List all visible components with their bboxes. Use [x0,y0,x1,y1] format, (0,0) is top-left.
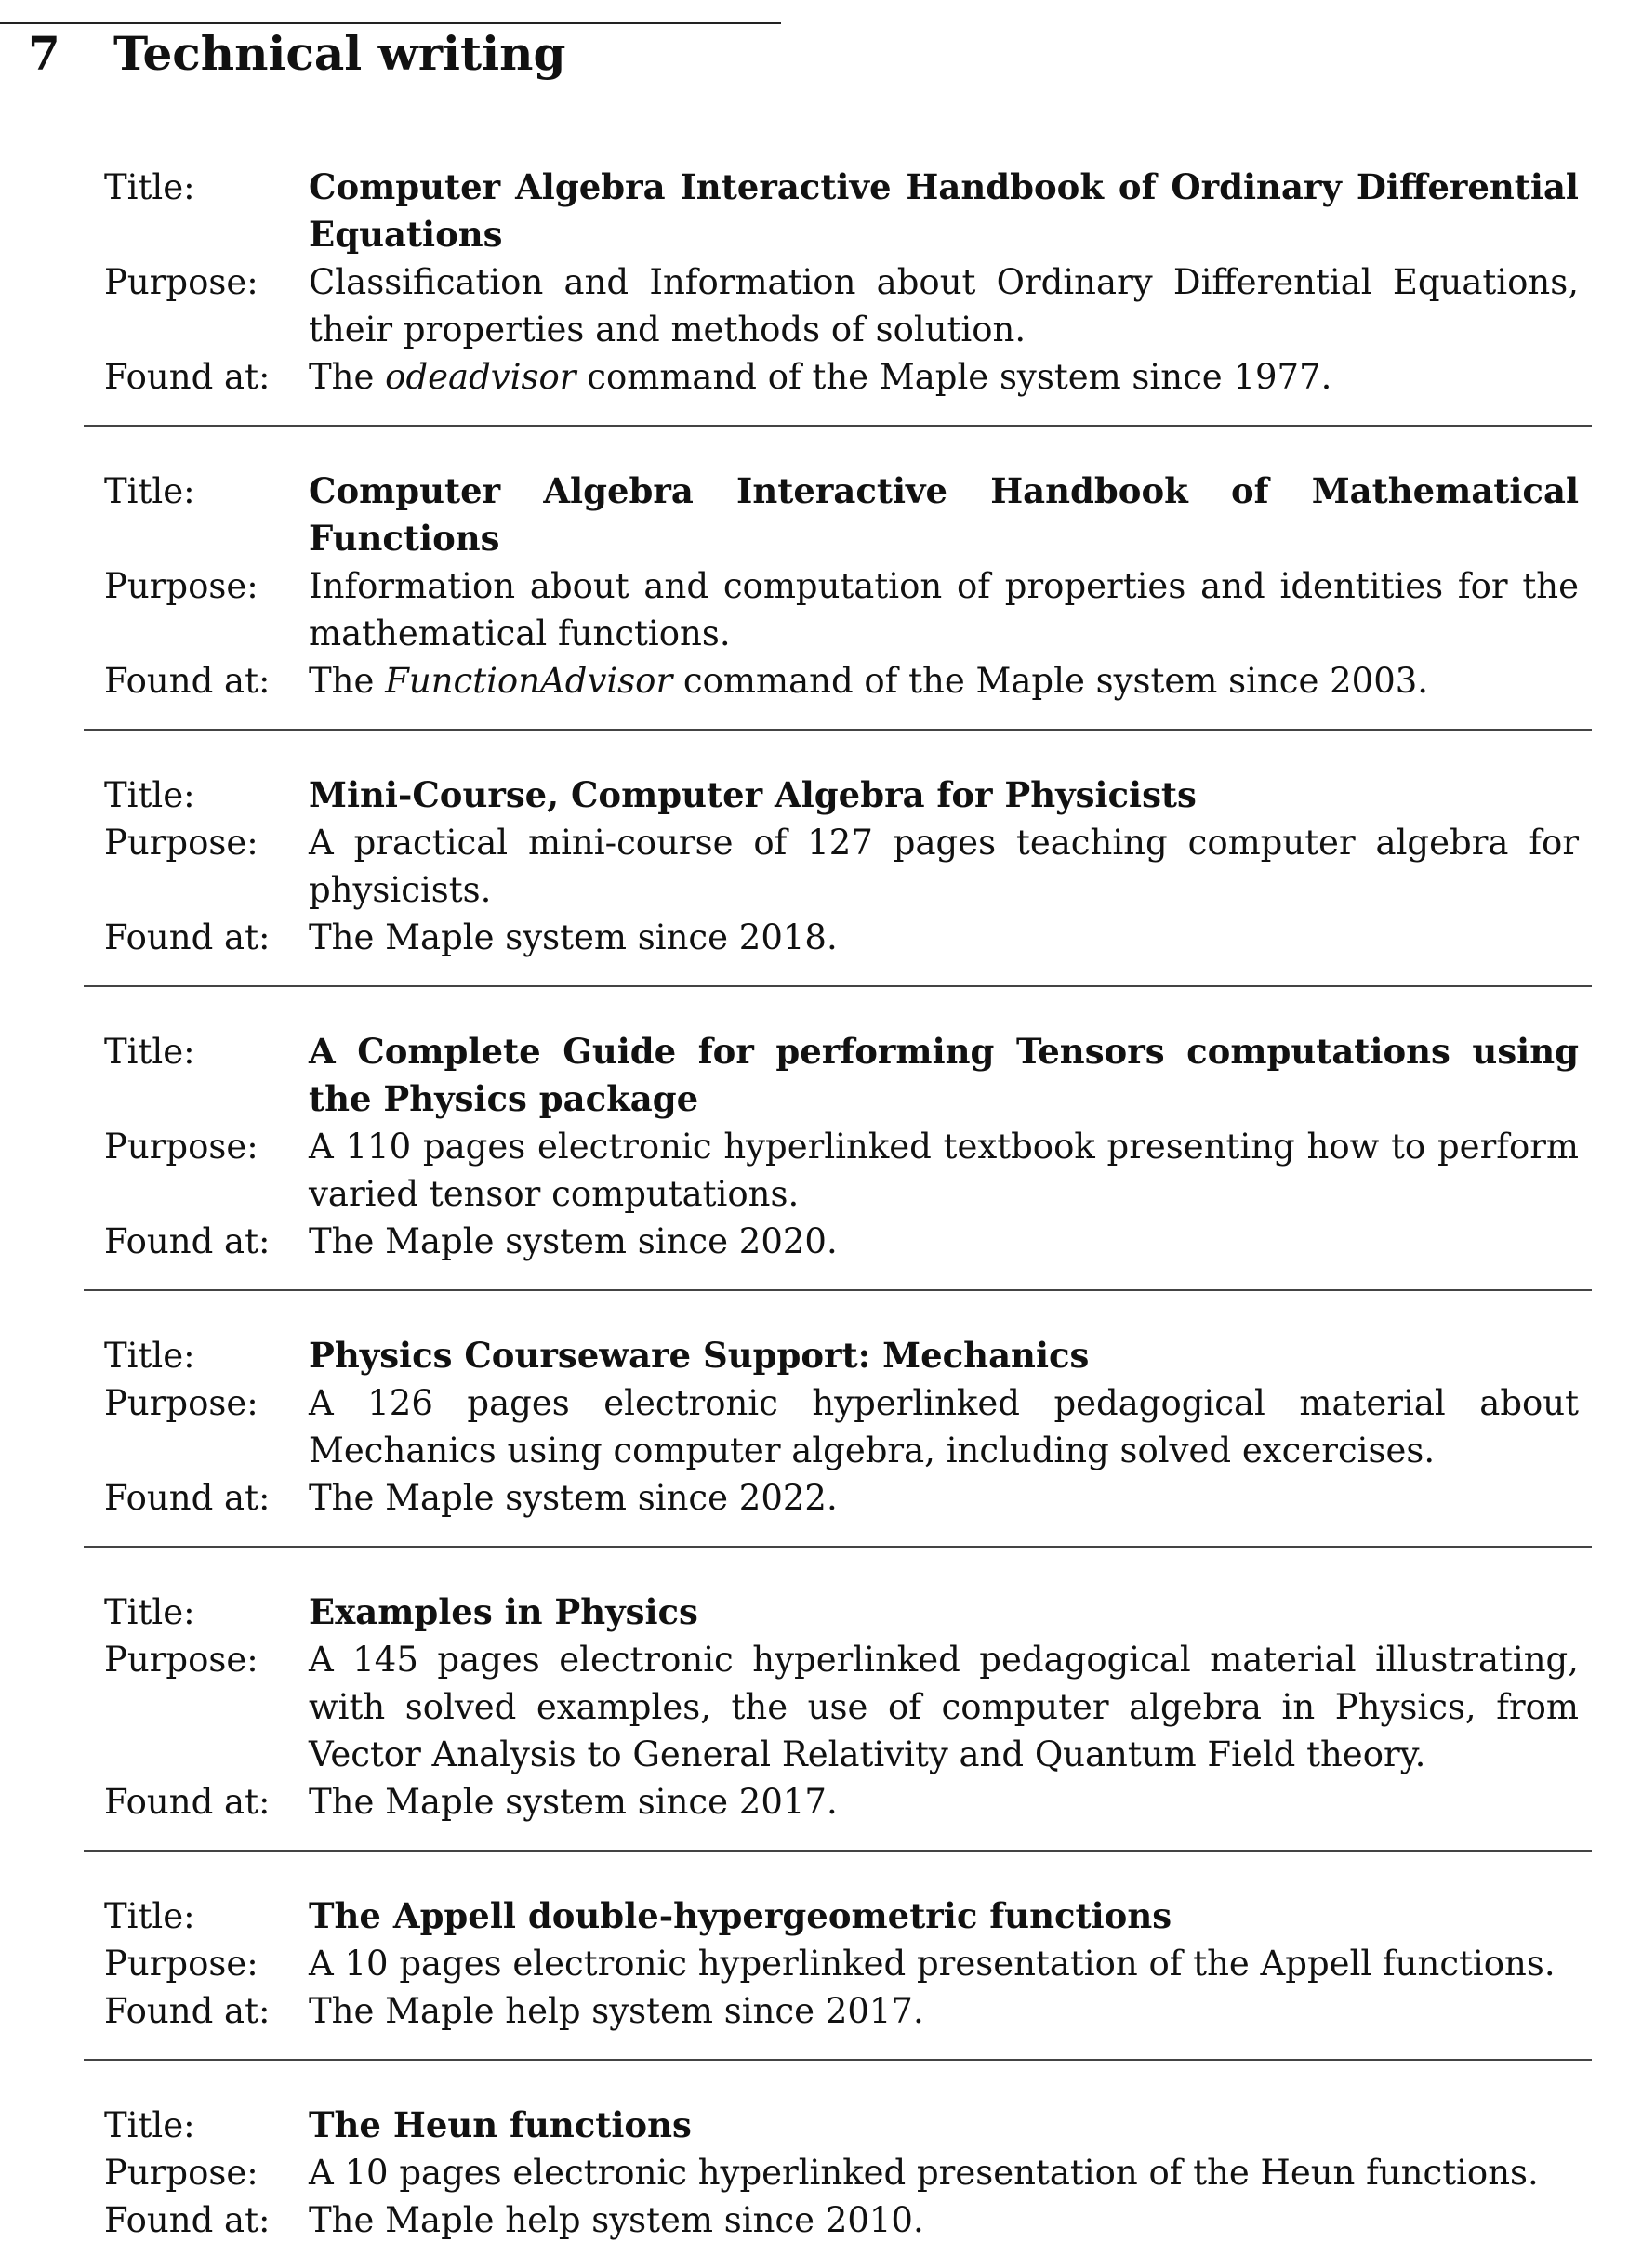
found-text-end: command of the Maple system since 2003. [672,661,1429,701]
entry [0,1028,1642,1289]
found-row [0,1474,1642,1522]
entry [0,771,1642,985]
purpose-label: Purpose: [104,1640,258,1680]
section-heading [28,26,565,82]
section-number: 7 [28,26,60,81]
entry-list [0,164,1642,2268]
title-row [0,164,1642,258]
title-row [0,1332,1642,1379]
entry-found-at [309,1218,1579,1265]
entry-purpose: A practical mini-course of 127 pages teaching computer algebra for physicists. [309,823,1579,910]
found-row [0,914,1642,961]
top-rule [0,22,781,24]
purpose-row [0,2149,1642,2196]
entry-purpose: Classification and Information about Ordinary Differential Equations, their properties and methods of solution. [309,262,1579,349]
entry-purpose: A 145 pages electronic hyperlinked pedagogical material illustrating, with solved examples, the use of computer algebra in Physics, from Vector Analysis to General Relativity and Quantum Field theory. [309,1640,1579,1774]
found-label: Found at: [104,917,271,957]
found-text: The [309,357,386,397]
purpose-row [0,1940,1642,1987]
found-row [0,1778,1642,1826]
entry-title: A Complete Guide for performing Tensors computations using the Physics package [309,1031,1579,1119]
title-label: Title: [104,471,195,511]
title-row [0,1589,1642,1636]
entry-divider [84,1546,1592,1548]
entry-divider [84,1850,1592,1852]
purpose-row [0,1636,1642,1778]
entry-found-at [309,1474,1579,1522]
entry-purpose: A 110 pages electronic hyperlinked textbook presenting how to perform varied tensor computations. [309,1127,1579,1214]
entry-title: Mini-Course, Computer Algebra for Physicists [309,774,1197,815]
purpose-row [0,1379,1642,1474]
title-label: Title: [104,1336,195,1376]
entry-title: The Appell double-hypergeometric functions [309,1895,1172,1936]
entry [0,2102,1642,2268]
title-row [0,1892,1642,1940]
found-text: The [309,661,386,701]
entry-found-at [309,1778,1579,1826]
purpose-label: Purpose: [104,262,258,302]
title-label: Title: [104,167,195,207]
command-name: FunctionAdvisor [385,661,673,701]
entry-purpose: Information about and computation of properties and identities for the mathematical functions. [309,566,1579,653]
entry [0,1892,1642,2059]
found-row [0,657,1642,705]
entry-found-at [309,353,1579,401]
entry-title: Examples in Physics [309,1591,698,1632]
entry [0,1589,1642,1850]
entry-title: The Heun functions [309,2104,692,2145]
entry [0,164,1642,425]
found-row [0,1987,1642,2035]
entry-found-at [309,1987,1579,2035]
entry-purpose: A 126 pages electronic hyperlinked pedagogical material about Mechanics using computer algebra, including solved excercises. [309,1383,1579,1470]
purpose-row [0,819,1642,914]
entry-divider [84,425,1592,427]
entry-found-at [309,914,1579,961]
title-label: Title: [104,1032,195,1072]
purpose-label: Purpose: [104,2153,258,2193]
found-label: Found at: [104,1991,271,2031]
found-text: The Maple system since 2017. [309,1782,838,1822]
found-text: The Maple help system since 2010. [309,2200,924,2240]
command-name: odeadvisor [385,357,576,397]
title-label: Title: [104,2105,195,2145]
entry [0,468,1642,729]
entry-divider [84,1289,1592,1291]
entry-title: Physics Courseware Support: Mechanics [309,1335,1090,1376]
found-label: Found at: [104,1221,271,1261]
entry-divider [84,729,1592,731]
entry-divider [84,2059,1592,2061]
title-label: Title: [104,1592,195,1632]
title-row [0,771,1642,819]
entry [0,1332,1642,1546]
title-label: Title: [104,1896,195,1936]
entry-divider [84,985,1592,987]
entry-found-at [309,2196,1579,2244]
purpose-label: Purpose: [104,1944,258,1984]
found-row [0,1218,1642,1265]
found-label: Found at: [104,661,271,701]
found-row [0,2196,1642,2244]
found-label: Found at: [104,1478,271,1518]
found-label: Found at: [104,1782,271,1822]
purpose-row [0,1123,1642,1218]
title-row [0,2102,1642,2149]
found-text: The Maple system since 2020. [309,1221,838,1261]
purpose-label: Purpose: [104,1127,258,1167]
entry-found-at [309,657,1579,705]
title-row [0,1028,1642,1123]
entry-title: Computer Algebra Interactive Handbook of Ordinary Differential Equations [309,166,1579,255]
title-row [0,468,1642,562]
purpose-row [0,258,1642,353]
found-row [0,353,1642,401]
entry-purpose: A 10 pages electronic hyperlinked presentation of the Appell functions. [309,1944,1556,1984]
purpose-label: Purpose: [104,566,258,606]
purpose-label: Purpose: [104,823,258,863]
purpose-row [0,562,1642,657]
title-label: Title: [104,775,195,815]
found-text: The Maple help system since 2017. [309,1991,924,2031]
found-label: Found at: [104,357,271,397]
found-text: The Maple system since 2018. [309,917,838,957]
found-text: The Maple system since 2022. [309,1478,838,1518]
section-title: Technical writing [113,26,566,81]
purpose-label: Purpose: [104,1383,258,1423]
found-label: Found at: [104,2200,271,2240]
entry-purpose: A 10 pages electronic hyperlinked presentation of the Heun functions. [309,2153,1539,2193]
entry-title: Computer Algebra Interactive Handbook of Mathematical Functions [309,470,1579,559]
found-text-end: command of the Maple system since 1977. [576,357,1332,397]
